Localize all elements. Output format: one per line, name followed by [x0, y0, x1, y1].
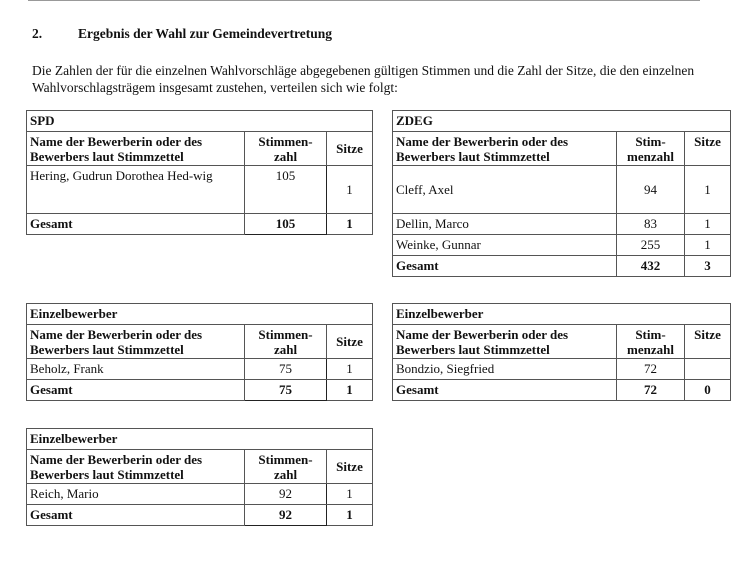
total-votes: 75	[245, 380, 327, 401]
section-number: 2.	[32, 26, 43, 41]
col-header-name: Name der Bewerberin oder des Bewerbers laut Stimmzettel	[27, 132, 245, 166]
total-label: Gesamt	[27, 505, 245, 526]
candidate-votes: 92	[245, 484, 327, 505]
table-row	[393, 214, 731, 235]
col-header-seats: Sitze	[685, 325, 731, 359]
total-label: Gesamt	[393, 380, 617, 401]
col-header-seats: Sitze	[327, 450, 373, 484]
col-header-votes: Stim-menzahl	[617, 132, 685, 166]
total-label: Gesamt	[27, 380, 245, 401]
table-row	[393, 235, 731, 256]
table-row	[393, 359, 731, 380]
candidate-seats: 1	[685, 166, 731, 214]
total-row	[27, 505, 373, 526]
candidate-seats: 1	[327, 359, 373, 380]
total-seats: 1	[327, 214, 373, 235]
total-row	[393, 256, 731, 277]
result-table-einzelbewerber-2	[392, 303, 731, 401]
total-label: Gesamt	[393, 256, 617, 277]
col-header-votes: Stimmen-zahl	[245, 450, 327, 484]
candidate-seats: 1	[327, 484, 373, 505]
top-rule	[28, 0, 700, 1]
candidate-votes: 105	[245, 166, 327, 214]
candidate-name: Bondzio, Siegfried	[393, 359, 617, 380]
total-votes: 105	[245, 214, 327, 235]
candidate-name: Dellin, Marco	[393, 214, 617, 235]
table-row	[27, 166, 373, 214]
section-title: Ergebnis der Wahl zur Gemeindevertretung	[78, 26, 332, 41]
col-header-seats: Sitze	[685, 132, 731, 166]
intro-paragraph: Die Zahlen der für die einzelnen Wahlvorschläge abgegebenen gültigen Stimmen und die Zahl der Sitze, die den einzelnen Wahlvorschlagsträgem insgesamt zustehen, verteilen sich wie folgt:	[32, 63, 695, 95]
col-header-seats: Sitze	[327, 132, 373, 166]
total-row	[27, 380, 373, 401]
candidate-name: Hering, Gudrun Dorothea Hed-wig	[27, 166, 245, 214]
col-header-name: Name der Bewerberin oder des Bewerbers laut Stimmzettel	[27, 450, 245, 484]
table-party-name: ZDEG	[393, 111, 731, 132]
total-seats: 1	[327, 380, 373, 401]
candidate-seats: 1	[327, 166, 373, 214]
total-votes: 432	[617, 256, 685, 277]
col-header-votes: Stimmen-zahl	[245, 132, 327, 166]
col-header-name: Name der Bewerberin oder des Bewerbers laut Stimmzettel	[393, 132, 617, 166]
candidate-seats: 1	[685, 235, 731, 256]
candidate-votes: 72	[617, 359, 685, 380]
col-header-name: Name der Bewerberin oder des Bewerbers laut Stimmzettel	[27, 325, 245, 359]
total-votes: 72	[617, 380, 685, 401]
candidate-votes: 255	[617, 235, 685, 256]
table-party-name: SPD	[27, 111, 373, 132]
table-party-name: Einzelbewerber	[393, 304, 731, 325]
table-row	[393, 166, 731, 214]
total-seats: 1	[327, 505, 373, 526]
col-header-name: Name der Bewerberin oder des Bewerbers laut Stimmzettel	[393, 325, 617, 359]
col-header-seats: Sitze	[327, 325, 373, 359]
total-votes: 92	[245, 505, 327, 526]
candidate-name: Weinke, Gunnar	[393, 235, 617, 256]
table-row	[27, 484, 373, 505]
candidate-seats: 1	[685, 214, 731, 235]
candidate-name: Beholz, Frank	[27, 359, 245, 380]
result-table-einzelbewerber-3	[26, 428, 373, 526]
total-label: Gesamt	[27, 214, 245, 235]
result-table-spd	[26, 110, 373, 235]
result-table-einzelbewerber-1	[26, 303, 373, 401]
candidate-seats	[685, 359, 731, 380]
total-row	[393, 380, 731, 401]
candidate-name: Cleff, Axel	[393, 166, 617, 214]
candidate-name: Reich, Mario	[27, 484, 245, 505]
col-header-votes: Stimmen-zahl	[245, 325, 327, 359]
table-row	[27, 359, 373, 380]
candidate-votes: 75	[245, 359, 327, 380]
candidate-votes: 94	[617, 166, 685, 214]
candidate-votes: 83	[617, 214, 685, 235]
col-header-votes: Stim-menzahl	[617, 325, 685, 359]
total-seats: 3	[685, 256, 731, 277]
result-table-zdeg	[392, 110, 731, 277]
total-row	[27, 214, 373, 235]
table-party-name: Einzelbewerber	[27, 304, 373, 325]
table-party-name: Einzelbewerber	[27, 429, 373, 450]
total-seats: 0	[685, 380, 731, 401]
section-heading	[32, 26, 332, 42]
